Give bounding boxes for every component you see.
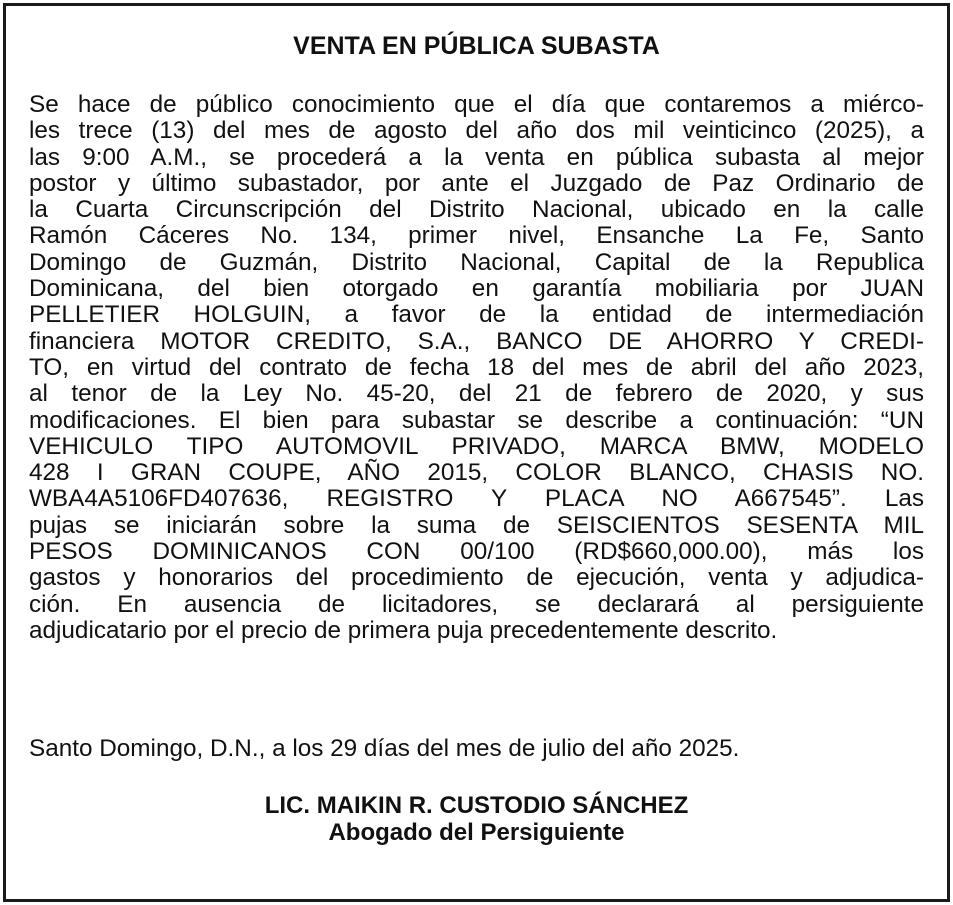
body-line: adjudicatario por el precio de primera puja precedentemente descrito. — [29, 616, 778, 644]
body-line: TO, en virtud del contrato de fecha 18 del mes de abril del año 2023, — [29, 353, 924, 381]
body-line: les trece (13) del mes de agosto del año dos mil veinticinco (2025), a — [29, 117, 924, 145]
notice-body — [29, 92, 924, 644]
body-line: ción. En ausencia de licitadores, se declarará al persiguiente — [29, 590, 924, 618]
place-date: Santo Domingo, D.N., a los 29 días del mes de julio del año 2025. — [29, 735, 740, 762]
body-line: las 9:00 A.M., se procederá a la venta en pública subasta al mejor — [29, 143, 924, 171]
body-line: gastos y honorarios del procedimiento de ejecución, venta y adjudica- — [29, 564, 924, 592]
body-line: 428 I GRAN COUPE, AÑO 2015, COLOR BLANCO, CHASIS NO. — [29, 459, 924, 487]
body-line: Dominicana, del bien otorgado en garantía mobiliaria por JUAN — [29, 275, 924, 303]
body-line: Domingo de Guzmán, Distrito Nacional, Capital de la Republica — [29, 248, 924, 276]
body-line: la Cuarta Circunscripción del Distrito Nacional, ubicado en la calle — [29, 196, 924, 224]
body-line: VEHICULO TIPO AUTOMOVIL PRIVADO, MARCA BMW, MODELO — [29, 432, 924, 460]
signatory-role: Abogado del Persiguiente — [328, 819, 625, 846]
body-line: PELLETIER HOLGUIN, a favor de la entidad de intermediación — [29, 301, 924, 329]
body-line: financiera MOTOR CREDITO, S.A., BANCO DE AHORRO Y CREDI- — [29, 327, 924, 355]
notice-frame — [3, 3, 950, 902]
body-line: PESOS DOMINICANOS CON 00/100 (RD$660,000.00), más los — [29, 538, 924, 566]
body-line: postor y último subastador, por ante el Juzgado de Paz Ordinario de — [29, 169, 924, 197]
signatory-name: LIC. MAIKIN R. CUSTODIO SÁNCHEZ — [264, 792, 689, 819]
body-line: pujas se iniciarán sobre la suma de SEISCIENTOS SESENTA MIL — [29, 511, 924, 539]
body-line: Ramón Cáceres No. 134, primer nivel, Ensanche La Fe, Santo — [29, 222, 924, 250]
body-line: modificaciones. El bien para subastar se describe a continuación: “UN — [29, 406, 924, 434]
notice-title: VENTA EN PÚBLICA SUBASTA — [293, 32, 660, 60]
body-line: Se hace de público conocimiento que el día que contaremos a miérco- — [29, 91, 924, 118]
body-line: WBA4A5106FD407636, REGISTRO Y PLACA NO A667545”. Las — [29, 485, 924, 513]
body-line: al tenor de la Ley No. 45-20, del 21 de febrero de 2020, y sus — [29, 380, 924, 408]
